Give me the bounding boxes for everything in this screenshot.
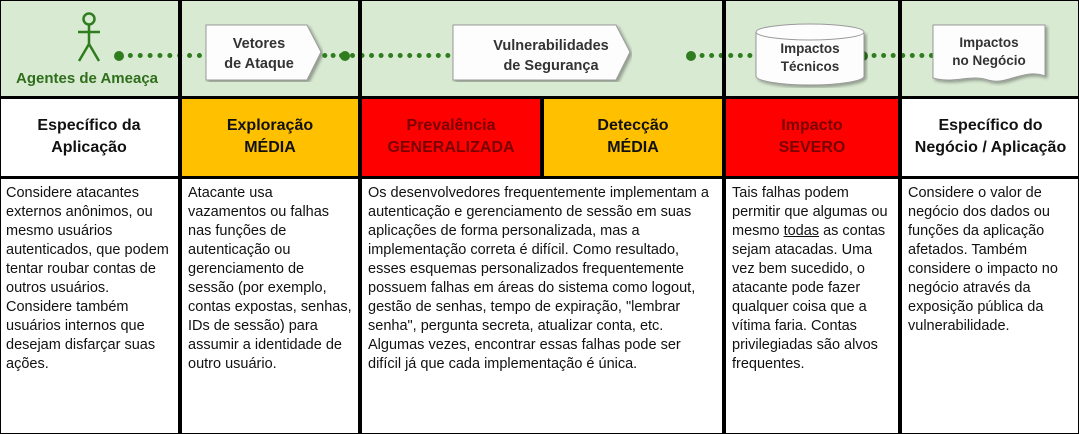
vectors-label-line1: Vetores — [232, 36, 286, 52]
biz-label-line2: no Negócio — [952, 53, 1026, 68]
body-attack-vectors: Atacante usa vazamentos ou falhas nas funções de autenticação ou gerenciamento de sessão (por exemplo, contas expostas, senhas, IDs de sessão) para assumir a identidade de outro usuário. — [188, 185, 352, 372]
header-col2-line2: MÉDIA — [244, 139, 296, 156]
body-business-impacts: Considere o valor de negócio dos dados ou funções da aplicação afetados. Também considere o impacto no negócio através da exposição pública da vulnerabilidade. — [908, 185, 1058, 334]
header-col5-line2: SEVERO — [778, 139, 846, 156]
body-col5-underlined: todas — [783, 223, 820, 239]
header-col4-line1: Detecção — [597, 117, 669, 134]
vectors-label-line2: de Ataque — [224, 56, 294, 72]
vuln-label-line2: de Segurança — [503, 58, 599, 74]
header-col6-line1: Específico do — [938, 117, 1043, 134]
tech-label-line1: Impactos — [780, 41, 840, 56]
tech-label-line2: Técnicos — [780, 59, 840, 74]
header-col3-line2: GENERALIZADA — [387, 139, 515, 156]
header-col1-line1: Específico da — [37, 117, 141, 134]
header-col4-line2: MÉDIA — [607, 139, 659, 156]
body-col5-text-after: as contas sejam atacadas. Uma vez bem sucedido, o atacante pode fazer qualquer coisa que a vítima faria. Contas privilegiadas são alvos frequentes. — [732, 223, 886, 372]
agents-label: Agentes de Ameaça — [16, 70, 159, 87]
body-security-weakness: Os desenvolvedores frequentemente implementam a autenticação e gerenciamento de sessão em suas aplicações de forma personalizada, mas a implementação correta é difícil. Como resultado, esses esquemas personalizados frequentemente possuem falhas em áreas do sistema como logout, gestão de senhas, tempo de expiração, "lembrar senha", pergunta secreta, atualizar conta, etc. Algumas vezes, encontrar essas falhas pode ser difícil já que cada implementação é única. — [368, 185, 709, 372]
biz-label-line1: Impactos — [959, 35, 1019, 50]
header-col1-line2: Aplicação — [51, 139, 127, 156]
body-col5-text-before: Tais falhas podem permitir que algumas ou mesmo — [732, 185, 888, 239]
header-col5-line1: Impacto — [781, 117, 843, 134]
vuln-label-line1: Vulnerabilidades — [493, 38, 609, 54]
body-threat-agents: Considere atacantes externos anônimos, ou mesmo usuários autenticados, que podem tentar roubar contas de outros usuários. Considere também usuários internos que desejam disfarçar suas ações. — [6, 185, 169, 372]
header-col3-line1: Prevalência — [406, 117, 496, 134]
header-col6-line2: Negócio / Aplicação — [914, 139, 1067, 156]
header-col2-line1: Exploração — [226, 117, 314, 134]
